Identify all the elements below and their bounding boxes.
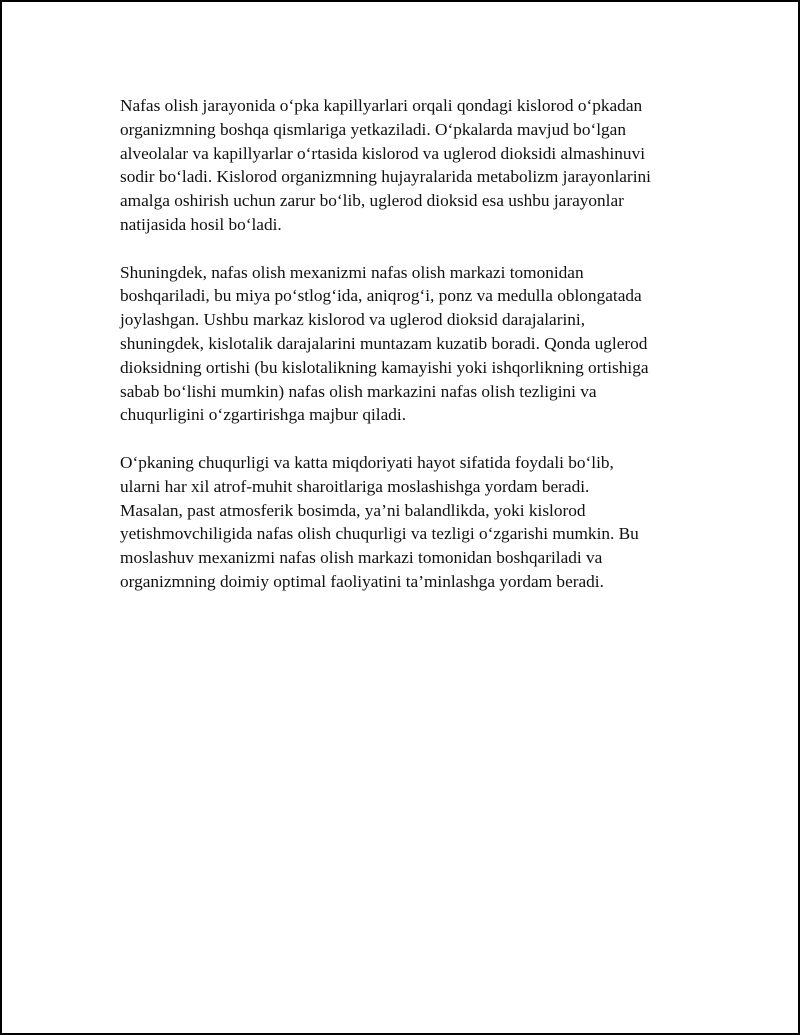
paragraph-respiratory-center: Shuningdek, nafas olish mexanizmi nafas olish markazi tomonidan boshqariladi, bu miya po‘stlog‘ida, aniqrog‘i, ponz va medulla oblongatada joylashgan. Ushbu markaz kislorod va uglerod dioksid darajalarini, shuningdek, kislotalik darajalarini muntazam kuzatib boradi. Qonda uglerod dioksidning ortishi (bu kislotalikning kamayishi yoki ishqorlikning ortishiga sabab bo‘lishi mumkin) nafas olish markazini nafas olish tezligini va chuqurligini o‘zgartirishga majbur qiladi.: [120, 262, 649, 425]
paragraph-adaptation: O‘pkaning chuqurligi va katta miqdoriyati hayot sifatida foydali bo‘lib, ularni har xil atrof-muhit sharoitlariga moslashishga yordam beradi. Masalan, past atmosferik bosimda, ya’ni balandlikda, yoki kislorod yetishmovchiligida nafas olish chuqurligi va tezligi o‘zgarishi mumkin. Bu moslashuv mexanizmi nafas olish markazi tomonidan boshqariladi va organizmning doimiy optimal faoliyatini ta’minlashga yordam beradi.: [120, 452, 639, 591]
document-body: [120, 94, 700, 618]
paragraph-gas-exchange: Nafas olish jarayonida o‘pka kapillyarlari orqali qondagi kislorod o‘pkadan organizmning boshqa qismlariga yetkaziladi. O‘pkalarda mavjud bo‘lgan alveolalar va kapillyarlar o‘rtasida kislorod va uglerod dioksidi almashinuvi sodir bo‘ladi. Kislorod organizmning hujayralarida metabolizm jarayonlarini amalga oshirish uchun zarur bo‘lib, uglerod dioksid esa ushbu jarayonlar natijasida hosil bo‘ladi.: [120, 96, 651, 234]
